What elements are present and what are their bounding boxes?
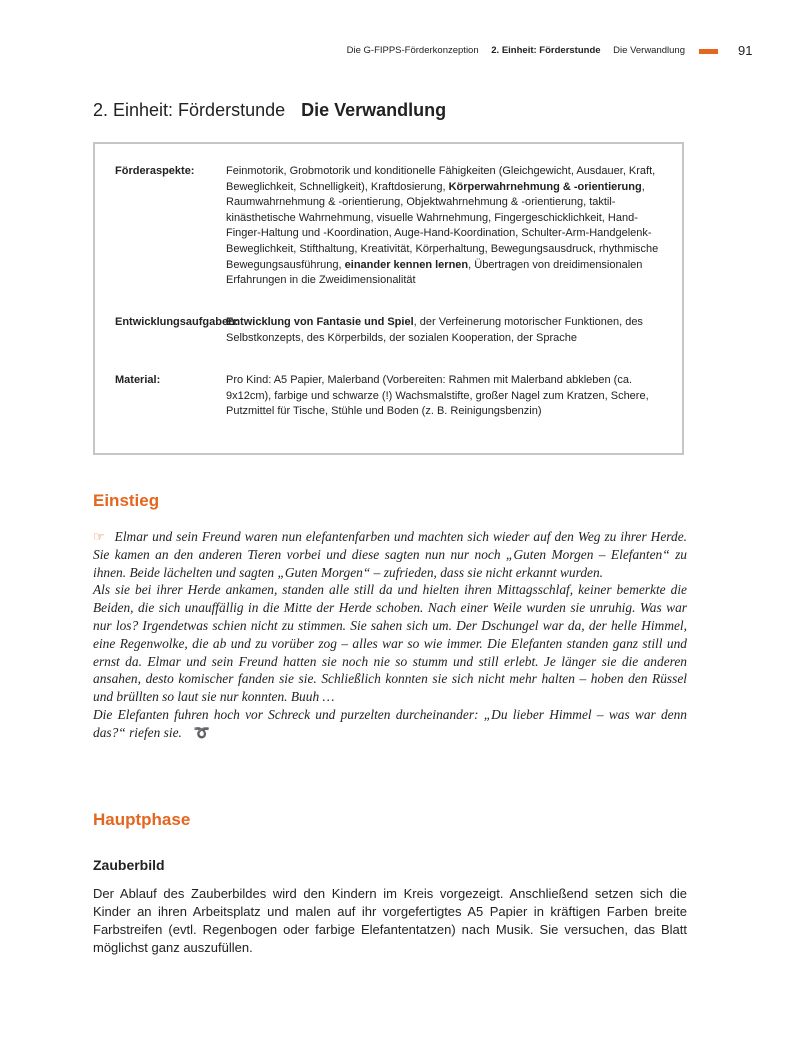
aspect-text: Entwicklung von Fantasie und Spiel, der Verfeinerung motorischer Funktionen, des Selbstkonzepts, des Körperbilds, der sozialen Kooperation, der Sprache [226,316,643,344]
story-text [93,528,687,742]
running-head-book: Die G-FIPPS-Förderkonzeption [346,45,479,56]
running-head-text [337,45,685,56]
story-paragraph: ☞ Elmar und sein Freund waren nun elefantenfarben und machten sich wieder auf den Weg zu ihrer Herde. Sie kamen an den anderen Tieren vorbei und diese sagten nun nur noch „Guten Morgen – Elefanten“ zu ihnen. Beide lächelten und sagten „Guten Morgen“ – zufrieden, dass sie nicht erkannt wurden. [93,529,687,580]
section-heading-hauptphase: Hauptphase [93,810,191,829]
page-title-unit: 2. Einheit: Förderstunde [93,100,286,120]
page-title-name: Die Verwandlung [301,100,447,120]
aspect-label: Förderaspekte: [115,165,195,177]
aspect-label: Entwicklungsaufgaben: [115,316,239,328]
curl-ornament-icon: ➰ [193,724,211,740]
aspects-box [93,142,684,455]
hand-pointing-icon: ☞ [93,529,105,544]
running-head-marker [699,49,718,54]
aspect-text: Feinmotorik, Grobmotorik und konditionelle Fähigkeiten (Gleichgewicht, Ausdauer, Kraft, Beweglichkeit, Schnelligkeit), Kraftdosierung, Körperwahrnehmung & -orientierung, Raumwahrnehmung & -orientierung, Objektwahrnehmung & -orientierung, taktil-kinästhetische Wahrnehmung, visuelle Wahrnehmung, Fingergeschicklichkeit, Hand-Finger-Haltung und -Koordination, Auge-Hand-Koordination, Schulter-Arm-Handgelenk-Beweglichkeit, Stifthaltung, Kreativität, Körperhaltung, Bewegungsausdruck, rhythmische Bewegungsausführung, einander kennen lernen, Übertragen von dreidimensionalen Erfahrungen in die Zweidimensionalität [226,165,659,287]
running-head [0,43,800,59]
running-head-unit: 2. Einheit: Förderstunde [491,45,601,56]
section-heading-einstieg: Einstieg [93,491,160,510]
story-paragraph: Die Elefanten fuhren hoch vor Schreck und purzelten durcheinander: „Du lieber Himmel – was war denn das?“ riefen sie. ➰ [93,706,687,740]
page-title [93,100,446,121]
story-paragraph: Als sie bei ihrer Herde ankamen, standen alle still da und hielten ihren Mittagsschlaf, keiner bemerkte die Beiden, die sich unauffällig in die Mitte der Herde schoben. Nach einer Weile wurden sie unruhig. Was war nur los? Irgendetwas schien nicht zu stimmen. Sie sahen sich um. Der Dschungel war da, der helle Himmel, eine Regenwolke, die ab und zu vorüber zog – alles war so wie immer. Die Elefanten standen ganz still und ernst da. Elmar und sein Freund hatten sie noch nie so stumm und still erlebt. Je länger sie die anderen ansahen, desto komischer fanden sie sie. Schließlich konnten sie sich nicht mehr halten – hoben den Rüssel und brüllten so laut sie nur konnten. Buuh … [93,582,687,705]
aspect-label: Material: [115,374,161,386]
aspect-text: Pro Kind: A5 Papier, Malerband (Vorbereiten: Rahmen mit Malerband abkleben (ca. 9x12cm), farbige und schwarze (!) Wachsmalstifte, großer Nagel zum Kratzen, Schere, Putzmittel für Tische, Stühle und Boden (z. B. Reinigungsbenzin) [226,374,649,418]
body-text: Der Ablauf des Zauberbildes wird den Kindern im Kreis vorgezeigt. Anschließend setzen sich die Kinder an ihren Arbeitsplatz und malen auf ihr vorgefertigtes A5 Papier in kräftigen Farben breite Farbstreifen (evtl. Regenbogen oder farbige Elefantentatzen) nach Musik. Sie versuchen, das Blatt möglichst ganz auszufüllen. [93,886,687,955]
page-number: 91 [738,43,753,58]
subheading-zauberbild: Zauberbild [93,857,165,873]
running-head-topic: Die Verwandlung [613,45,685,56]
